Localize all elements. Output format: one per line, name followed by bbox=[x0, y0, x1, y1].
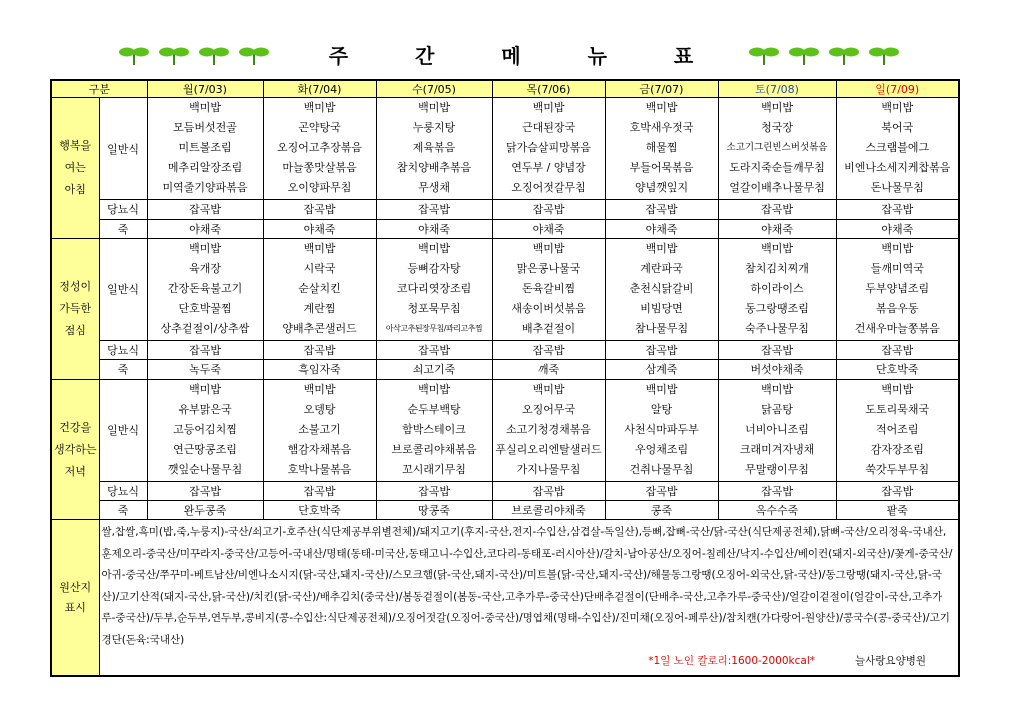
menu-item: 등뼈감자탕 bbox=[407, 262, 461, 276]
breakfast-label bbox=[51, 98, 99, 239]
menu-item: 백미밥 bbox=[189, 101, 221, 115]
porridge-cell: 브로콜리야채죽 bbox=[492, 501, 605, 520]
porridge-cell: 단호박죽 bbox=[263, 501, 376, 520]
menu-item: 백미밥 bbox=[303, 101, 336, 115]
day-header-tue: 화(7/04) bbox=[263, 80, 376, 98]
meal-label-line: 저녁 bbox=[64, 464, 86, 478]
breakfast-diabetic-row bbox=[51, 200, 959, 219]
origin-label bbox=[51, 520, 99, 676]
porridge-cell: 버섯야채죽 bbox=[718, 360, 836, 379]
menu-item: 해물찜 bbox=[645, 141, 678, 155]
sprout-icon bbox=[868, 44, 900, 66]
menu-item: 가지나물무침 bbox=[516, 462, 581, 476]
menu-item: 돈육갈비찜 bbox=[521, 282, 576, 296]
origin-row bbox=[51, 520, 959, 676]
menu-item: 양념깻잎지 bbox=[634, 181, 689, 195]
menu-item: 백미밥 bbox=[645, 242, 678, 256]
origin-label-line: 표시 bbox=[64, 600, 86, 614]
hospital-name: 늘사랑요양병원 bbox=[855, 655, 927, 668]
diabetic-cell: 잡곡밥 bbox=[836, 200, 959, 219]
menu-item: 닭가슴살피망볶음 bbox=[506, 141, 592, 155]
porridge-cell: 옥수수죽 bbox=[718, 501, 836, 520]
porridge-cell: 야채죽 bbox=[836, 219, 959, 238]
porridge-cell: 단호박죽 bbox=[836, 360, 959, 379]
diabetic-cell: 잡곡밥 bbox=[263, 481, 376, 500]
menu-item: 근대된장국 bbox=[521, 121, 576, 135]
menu-item: 호박나물볶음 bbox=[287, 462, 352, 476]
menu-item: 오징어젓갈무침 bbox=[511, 181, 586, 195]
menu-item: 건새우마늘쫑볶음 bbox=[854, 322, 940, 336]
diabetic-cell: 잡곡밥 bbox=[605, 481, 718, 500]
day-header-fri: 금(7/07) bbox=[605, 80, 718, 98]
menu-item: 백미밥 bbox=[881, 382, 914, 396]
diabetic-cell: 잡곡밥 bbox=[605, 200, 718, 219]
menu-item: 참나물무침 bbox=[634, 322, 689, 336]
menu-cell bbox=[605, 379, 718, 481]
porridge-cell: 깨죽 bbox=[492, 360, 605, 379]
porridge-cell: 야채죽 bbox=[147, 219, 263, 238]
menu-item: 춘천식닭갈비 bbox=[629, 282, 694, 296]
diabetic-cell: 잡곡밥 bbox=[836, 481, 959, 500]
lunch-porridge-row bbox=[51, 360, 959, 379]
menu-item: 숙주나물무침 bbox=[745, 322, 809, 336]
menu-item: 동그랑땡조림 bbox=[745, 302, 809, 316]
menu-item: 미역줄기양파볶음 bbox=[162, 181, 248, 195]
meal-label-line: 점심 bbox=[64, 323, 86, 337]
menu-item: 새송이버섯볶음 bbox=[511, 302, 586, 316]
menu-cell bbox=[263, 238, 376, 340]
menu-item: 참치양배추볶음 bbox=[396, 161, 472, 175]
menu-item: 청국장 bbox=[761, 121, 793, 135]
diabetic-cell: 잡곡밥 bbox=[605, 341, 718, 360]
diabetic-cell: 잡곡밥 bbox=[492, 200, 605, 219]
diabetic-cell: 잡곡밥 bbox=[263, 200, 376, 219]
menu-cell bbox=[492, 238, 605, 340]
sprout-icon bbox=[788, 44, 820, 66]
menu-item: 너비아니조림 bbox=[745, 422, 809, 436]
porridge-cell: 야채죽 bbox=[605, 219, 718, 238]
menu-cell bbox=[492, 379, 605, 481]
menu-item: 제육볶음 bbox=[412, 141, 456, 155]
diabetic-cell: 잡곡밥 bbox=[836, 341, 959, 360]
origin-text: 쌀,찹쌀,흑미(밥,죽,누룽지)-국산/쇠고기-호주산(식단제공부위별전체)/돼지고기(후지-국산,전지-수입산,삼겹살-독일산),등뼈,잡뼈-국산/닭-국산(식단제공전체),닭뼈-국산/오리정육-국내산,훈제오리-중국산/미꾸라지-중국산/고등어-국내산/명태(동태-미국산,동태고니-수입산,코다리-동태포-러시아산)/갈치-남아공산/오징어-칠레산/낙지-수입산/베이컨(돼지-외국산)/꽃게-중국산/아귀-중국산/쭈꾸미-베트남산/비엔나소시지(닭-국산,돼지-국산)/스모크햄(닭-국산,돼지-국산)/미트볼(닭-국산,돼지-국산)/해물동그랑땡(오징어-외국산,닭-국산)/동그랑땡(돼지-국산,닭-국산)/고기산적(돼지-국산,닭-국산)/치킨(닭-국산)/배추김치(중국산)/봄동겉절이(봄동-국산,고추가루-중국산)단배추겉절이(단배추-국산,고추가루-중국산)/얼갈이겉절이(얼갈이-국산,고추가루-중국산)/두부,순두부,연두부,콩비지(콩-수입산:식단제공전체)/오징어젓갈(오징어-중국산)/명엽채(명태-수입산)/진미채(오징어-페루산)/참치캔(가다랑어-원양산)/콩국수(콩-중국산)/고기경단(돈육:국내산) bbox=[101, 526, 953, 646]
sprout-icon bbox=[748, 44, 780, 66]
menu-cell bbox=[718, 238, 836, 340]
menu-item: 미트볼조림 bbox=[178, 141, 232, 155]
meal-label-line: 생각하는 bbox=[53, 442, 97, 456]
menu-item: 육개장 bbox=[189, 262, 221, 276]
menu-item: 부들어묵볶음 bbox=[629, 161, 694, 175]
menu-item: 백미밥 bbox=[761, 101, 793, 115]
menu-item: 백미밥 bbox=[303, 382, 336, 396]
dinner-label bbox=[51, 379, 99, 520]
diabetic-meal-label: 당뇨식 bbox=[99, 341, 147, 360]
origin-label-line: 원산지 bbox=[59, 580, 92, 594]
day-header-wed: 수(7/05) bbox=[376, 80, 492, 98]
menu-item: 곤약탕국 bbox=[298, 121, 341, 135]
menu-item: 계란파국 bbox=[640, 262, 683, 276]
menu-item: 백미밥 bbox=[645, 101, 678, 115]
menu-item: 상추겉절이/상추쌈 bbox=[160, 322, 250, 336]
menu-item: 순두부백탕 bbox=[407, 402, 461, 416]
menu-item: 호박새우젓국 bbox=[629, 121, 694, 135]
menu-item: 우엉채조림 bbox=[634, 442, 689, 456]
menu-cell bbox=[376, 238, 492, 340]
porridge-cell: 콩죽 bbox=[605, 501, 718, 520]
menu-item: 백미밥 bbox=[303, 242, 336, 256]
porridge-cell: 녹두죽 bbox=[147, 360, 263, 379]
menu-item: 도토리묵채국 bbox=[865, 402, 930, 416]
menu-item: 알탕 bbox=[650, 402, 673, 416]
diabetic-cell: 잡곡밥 bbox=[263, 341, 376, 360]
porridge-cell: 땅콩죽 bbox=[376, 501, 492, 520]
menu-cell bbox=[147, 98, 263, 200]
menu-cell bbox=[376, 98, 492, 200]
breakfast-porridge-row bbox=[51, 219, 959, 238]
menu-item: 모듬버섯전골 bbox=[173, 121, 237, 135]
page-title: 주 간 메 뉴 표 bbox=[328, 44, 724, 68]
porridge-cell: 쇠고기죽 bbox=[376, 360, 492, 379]
menu-item: 오징어무국 bbox=[521, 402, 576, 416]
menu-cell bbox=[836, 98, 959, 200]
dinner-general-row bbox=[51, 379, 959, 481]
dinner-diabetic-row bbox=[51, 481, 959, 500]
menu-cell bbox=[263, 379, 376, 481]
menu-item: 메추리알장조림 bbox=[167, 161, 243, 175]
day-header-mon: 월(7/03) bbox=[147, 80, 263, 98]
menu-item: 소고기그린빈스버섯볶음 bbox=[726, 142, 828, 154]
lunch-label bbox=[51, 238, 99, 379]
porridge-cell: 팥죽 bbox=[836, 501, 959, 520]
porridge-cell: 야채죽 bbox=[376, 219, 492, 238]
menu-item: 볶음우동 bbox=[876, 302, 919, 316]
menu-item: 백미밥 bbox=[418, 242, 450, 256]
dinner-porridge-row bbox=[51, 501, 959, 520]
menu-item: 함박스테이크 bbox=[402, 422, 466, 436]
porridge-cell: 완두콩죽 bbox=[147, 501, 263, 520]
menu-item: 연두부 / 양념장 bbox=[511, 161, 586, 175]
menu-cell bbox=[492, 98, 605, 200]
origin-footer bbox=[102, 651, 957, 673]
menu-item: 비빔당면 bbox=[640, 302, 683, 316]
breakfast-general-row bbox=[51, 98, 959, 200]
menu-item: 순살치킨 bbox=[298, 282, 341, 296]
menu-item: 쑥갓두부무침 bbox=[865, 462, 930, 476]
menu-item: 백미밥 bbox=[881, 101, 914, 115]
menu-item: 백미밥 bbox=[761, 242, 793, 256]
meal-label-line: 가득한 bbox=[59, 301, 92, 315]
origin-info bbox=[99, 520, 959, 676]
sprout-icon bbox=[828, 44, 860, 66]
day-header-sun: 일(7/09) bbox=[836, 80, 959, 98]
menu-cell bbox=[718, 98, 836, 200]
menu-item: 들깨미역국 bbox=[870, 262, 924, 276]
diabetic-cell: 잡곡밥 bbox=[718, 481, 836, 500]
menu-item: 적어조림 bbox=[876, 422, 919, 436]
menu-item: 햄감자채볶음 bbox=[287, 442, 352, 456]
menu-cell bbox=[718, 379, 836, 481]
menu-item: 청포묵무침 bbox=[407, 302, 461, 316]
general-meal-label: 일반식 bbox=[99, 379, 147, 481]
menu-item: 브로콜리야채볶음 bbox=[391, 442, 477, 456]
diabetic-cell: 잡곡밥 bbox=[492, 481, 605, 500]
day-header-thu: 목(7/06) bbox=[492, 80, 605, 98]
menu-item: 백미밥 bbox=[418, 382, 450, 396]
menu-item: 꼬시래기무침 bbox=[402, 462, 466, 476]
menu-item: 계란찜 bbox=[303, 302, 336, 316]
menu-item: 비엔나소세지케찹볶음 bbox=[844, 161, 951, 175]
porridge-cell: 흑임자죽 bbox=[263, 360, 376, 379]
menu-cell bbox=[376, 379, 492, 481]
menu-item: 참치김치찌개 bbox=[745, 262, 809, 276]
menu-item: 닭곰탕 bbox=[761, 402, 793, 416]
menu-item: 백미밥 bbox=[532, 101, 565, 115]
menu-item: 백미밥 bbox=[532, 242, 565, 256]
sprout-decoration-right bbox=[748, 44, 900, 66]
meal-label-line: 정성이 bbox=[59, 279, 92, 293]
porridge-cell: 야채죽 bbox=[492, 219, 605, 238]
lunch-general-row bbox=[51, 238, 959, 340]
menu-item: 아삭고추된장무침/꽈리고추찜 bbox=[385, 324, 483, 334]
menu-item: 백미밥 bbox=[881, 242, 914, 256]
menu-item: 마늘쫑맛살볶음 bbox=[282, 161, 357, 175]
lunch-diabetic-row bbox=[51, 341, 959, 360]
menu-item: 코다리엿장조림 bbox=[396, 282, 472, 296]
menu-cell bbox=[605, 238, 718, 340]
diabetic-meal-label: 당뇨식 bbox=[99, 200, 147, 219]
menu-item: 고등어김치찜 bbox=[173, 422, 237, 436]
diabetic-cell: 잡곡밥 bbox=[376, 341, 492, 360]
diabetic-cell: 잡곡밥 bbox=[376, 200, 492, 219]
menu-item: 단호박꿀찜 bbox=[178, 302, 232, 316]
menu-item: 사천식마파두부 bbox=[624, 422, 699, 436]
porridge-cell: 야채죽 bbox=[718, 219, 836, 238]
menu-item: 북어국 bbox=[881, 121, 914, 135]
diabetic-cell: 잡곡밥 bbox=[492, 341, 605, 360]
menu-item: 푸실리오리엔탈샐러드 bbox=[495, 442, 602, 456]
menu-item: 배추겉절이 bbox=[521, 322, 576, 336]
menu-item: 오뎅탕 bbox=[303, 402, 336, 416]
meal-label-line: 행복을 bbox=[59, 138, 92, 152]
menu-cell bbox=[263, 98, 376, 200]
diabetic-cell: 잡곡밥 bbox=[376, 481, 492, 500]
menu-item: 백미밥 bbox=[532, 382, 565, 396]
porridge-meal-label: 죽 bbox=[99, 360, 147, 379]
weekly-menu-table bbox=[50, 79, 960, 677]
menu-item: 백미밥 bbox=[645, 382, 678, 396]
menu-item: 감자장조림 bbox=[870, 442, 924, 456]
menu-cell bbox=[605, 98, 718, 200]
diabetic-cell: 잡곡밥 bbox=[718, 200, 836, 219]
general-meal-label: 일반식 bbox=[99, 98, 147, 200]
menu-item: 맑은콩나물국 bbox=[516, 262, 581, 276]
menu-item: 두부양념조림 bbox=[865, 282, 930, 296]
meal-label-line: 건강을 bbox=[59, 420, 92, 434]
menu-cell bbox=[836, 238, 959, 340]
menu-item: 누룽지탕 bbox=[412, 121, 456, 135]
meal-label-line: 아침 bbox=[64, 182, 86, 196]
diabetic-cell: 잡곡밥 bbox=[147, 341, 263, 360]
porridge-meal-label: 죽 bbox=[99, 501, 147, 520]
menu-item: 크래미겨자냉채 bbox=[739, 442, 815, 456]
diabetic-cell: 잡곡밥 bbox=[147, 481, 263, 500]
menu-item: 얼갈이배추나물무침 bbox=[729, 181, 825, 195]
menu-cell bbox=[147, 379, 263, 481]
menu-item: 소불고기 bbox=[298, 422, 341, 436]
menu-item: 유부맑은국 bbox=[178, 402, 232, 416]
menu-item: 오징어고추장볶음 bbox=[277, 141, 363, 155]
menu-item: 백미밥 bbox=[418, 101, 450, 115]
day-header-sat: 토(7/08) bbox=[718, 80, 836, 98]
menu-item: 연근땅콩조림 bbox=[173, 442, 237, 456]
menu-item: 백미밥 bbox=[761, 382, 793, 396]
diabetic-cell: 잡곡밥 bbox=[718, 341, 836, 360]
menu-item: 오이양파무침 bbox=[287, 181, 352, 195]
header-row bbox=[51, 80, 959, 98]
menu-item: 도라지죽순들깨무침 bbox=[729, 161, 825, 175]
menu-cell bbox=[836, 379, 959, 481]
diabetic-cell: 잡곡밥 bbox=[147, 200, 263, 219]
menu-item: 소고기청경채볶음 bbox=[506, 422, 592, 436]
menu-item: 건취나물무침 bbox=[629, 462, 694, 476]
menu-cell bbox=[147, 238, 263, 340]
menu-item: 백미밥 bbox=[189, 382, 221, 396]
porridge-cell: 삼계죽 bbox=[605, 360, 718, 379]
calorie-note: *1일 노인 칼로리:1600-2000kcal* bbox=[648, 655, 815, 668]
menu-item: 양배추콘샐러드 bbox=[282, 322, 357, 336]
porridge-meal-label: 죽 bbox=[99, 219, 147, 238]
general-meal-label: 일반식 bbox=[99, 238, 147, 340]
menu-item: 백미밥 bbox=[189, 242, 221, 256]
menu-item: 무말랭이무침 bbox=[745, 462, 809, 476]
meal-label-line: 여는 bbox=[64, 160, 86, 174]
menu-item: 돈나물무침 bbox=[870, 181, 924, 195]
menu-item: 하이라이스 bbox=[750, 282, 804, 296]
category-header: 구분 bbox=[51, 80, 147, 98]
menu-item: 스크램블에그 bbox=[865, 141, 930, 155]
porridge-cell: 야채죽 bbox=[263, 219, 376, 238]
menu-item: 간장돈육불고기 bbox=[167, 282, 243, 296]
diabetic-meal-label: 당뇨식 bbox=[99, 481, 147, 500]
menu-item: 깻잎순나물무침 bbox=[167, 462, 243, 476]
menu-item: 시락국 bbox=[303, 262, 336, 276]
menu-item: 무생채 bbox=[418, 181, 450, 195]
